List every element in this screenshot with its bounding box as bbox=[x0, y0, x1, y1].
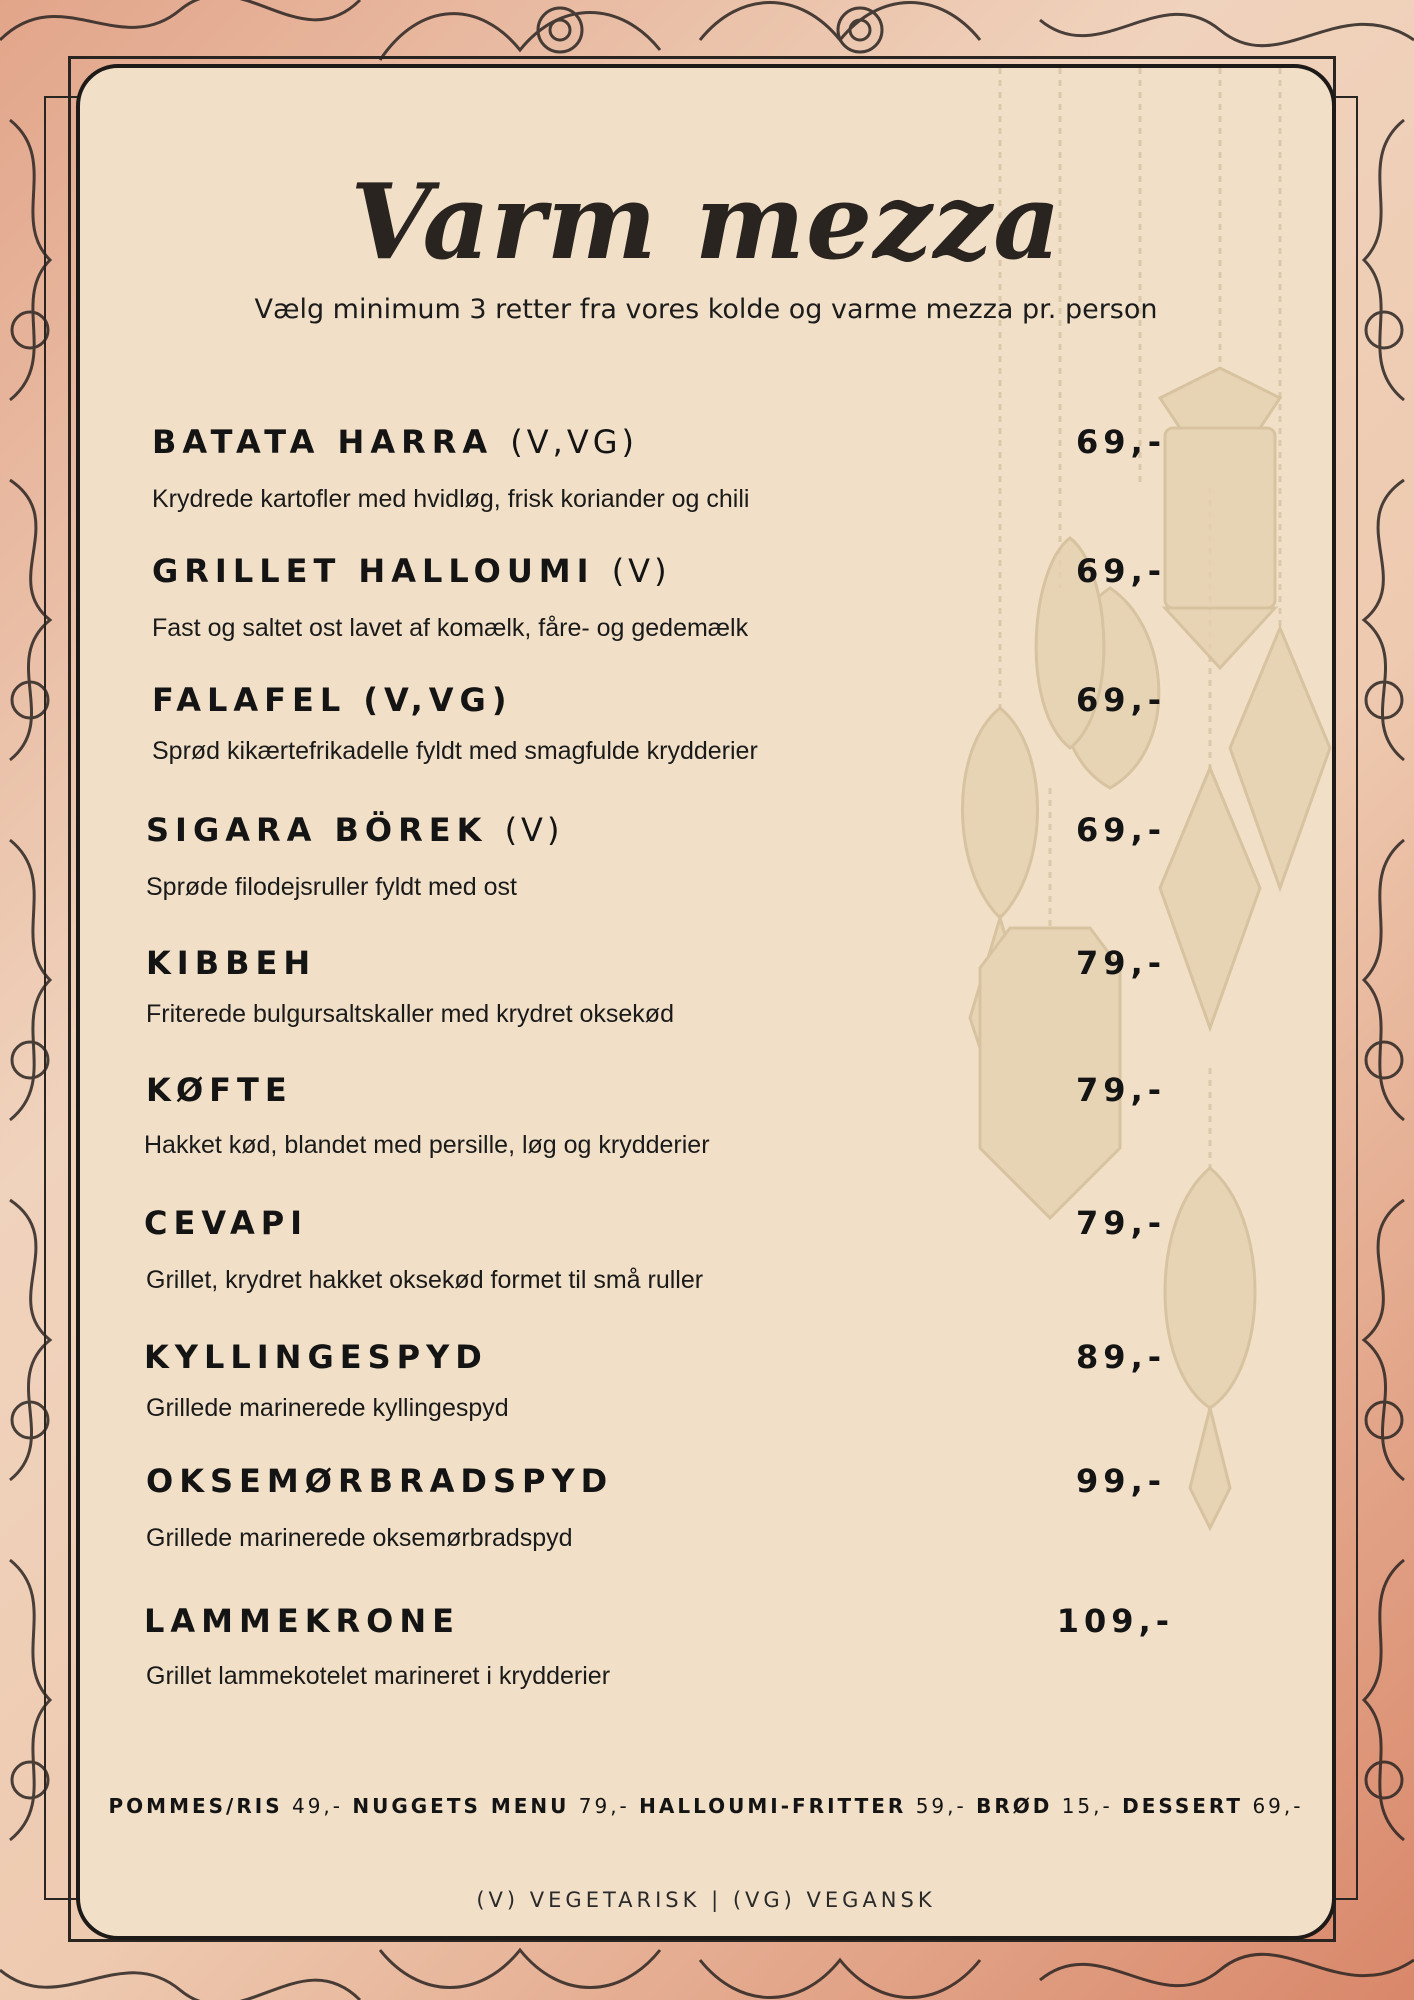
item-name bbox=[146, 1462, 613, 1500]
item-price: 69,- bbox=[1076, 552, 1166, 590]
item-name bbox=[152, 423, 638, 461]
item-price: 79,- bbox=[1076, 944, 1166, 982]
item-description: Friterede bulgursaltskaller med krydret oksekød bbox=[146, 1000, 674, 1028]
item-name bbox=[146, 811, 563, 849]
item-title: GRILLET HALLOUMI bbox=[152, 552, 595, 590]
item-description: Grillede marinerede kyllingespyd bbox=[146, 1394, 509, 1422]
item-title: CEVAPI bbox=[144, 1204, 309, 1242]
lanterns-decoration bbox=[960, 68, 1332, 1548]
extra-name: HALLOUMI-FRITTER bbox=[639, 1794, 907, 1818]
extra-price: 69,- bbox=[1252, 1794, 1304, 1818]
item-title: SIGARA BÖREK bbox=[146, 811, 488, 849]
extra-name: POMMES/RIS bbox=[108, 1794, 283, 1818]
extra-price: 79,- bbox=[578, 1794, 630, 1818]
extra-price: 59,- bbox=[915, 1794, 967, 1818]
item-name bbox=[152, 552, 671, 590]
item-diet-tag: (V,VG) bbox=[510, 423, 638, 461]
item-price: 89,- bbox=[1076, 1338, 1166, 1376]
page-title: Varm mezza bbox=[350, 160, 1062, 283]
item-name bbox=[144, 1602, 460, 1640]
item-description: Hakket kød, blandet med persille, løg og krydderier bbox=[144, 1131, 710, 1159]
item-description: Krydrede kartofler med hvidløg, frisk koriander og chili bbox=[152, 485, 750, 513]
extra-name: BRØD bbox=[976, 1794, 1053, 1818]
item-title: KYLLINGESPYD bbox=[144, 1338, 488, 1376]
item-title: KIBBEH bbox=[146, 944, 317, 982]
item-price: 79,- bbox=[1076, 1071, 1166, 1109]
item-price: 109,- bbox=[1056, 1602, 1174, 1640]
item-title: FALAFEL (V,VG) bbox=[152, 681, 513, 719]
extras-line bbox=[80, 1794, 1332, 1818]
item-name bbox=[144, 1338, 488, 1376]
item-diet-tag: (V) bbox=[504, 811, 564, 849]
extra-name: DESSERT bbox=[1122, 1794, 1244, 1818]
extra-price: 49,- bbox=[291, 1794, 343, 1818]
item-title: LAMMEKRONE bbox=[144, 1602, 460, 1640]
item-price: 69,- bbox=[1076, 811, 1166, 849]
item-title: KØFTE bbox=[146, 1071, 293, 1109]
extra-name: NUGGETS MENU bbox=[352, 1794, 570, 1818]
item-name bbox=[144, 1204, 308, 1242]
item-price: 79,- bbox=[1076, 1204, 1166, 1242]
item-description: Fast og saltet ost lavet af komælk, fåre- og gedemælk bbox=[152, 614, 749, 642]
page-subtitle: Vælg minimum 3 retter fra vores kolde og varme mezza pr. person bbox=[254, 294, 1158, 325]
item-title: OKSEMØRBRADSPYD bbox=[146, 1462, 614, 1500]
item-name bbox=[146, 1071, 293, 1109]
menu-card bbox=[76, 64, 1336, 1940]
item-name bbox=[146, 944, 316, 982]
diet-legend: (V) VEGETARISK | (VG) VEGANSK bbox=[476, 1888, 936, 1912]
item-diet-tag: (V) bbox=[611, 552, 671, 590]
item-description: Grillet, krydret hakket oksekød formet til små ruller bbox=[146, 1266, 704, 1294]
item-description: Sprøde filodejsruller fyldt med ost bbox=[146, 873, 517, 901]
item-title: BATATA HARRA bbox=[152, 423, 494, 461]
item-name bbox=[152, 681, 512, 719]
item-description: Grillet lammekotelet marineret i krydderier bbox=[146, 1662, 611, 1690]
item-price: 99,- bbox=[1076, 1462, 1166, 1500]
extra-price: 15,- bbox=[1061, 1794, 1113, 1818]
item-price: 69,- bbox=[1076, 681, 1166, 719]
item-description: Grillede marinerede oksemørbradspyd bbox=[146, 1524, 573, 1552]
item-description: Sprød kikærtefrikadelle fyldt med smagfulde krydderier bbox=[152, 737, 758, 765]
item-price: 69,- bbox=[1076, 423, 1166, 461]
